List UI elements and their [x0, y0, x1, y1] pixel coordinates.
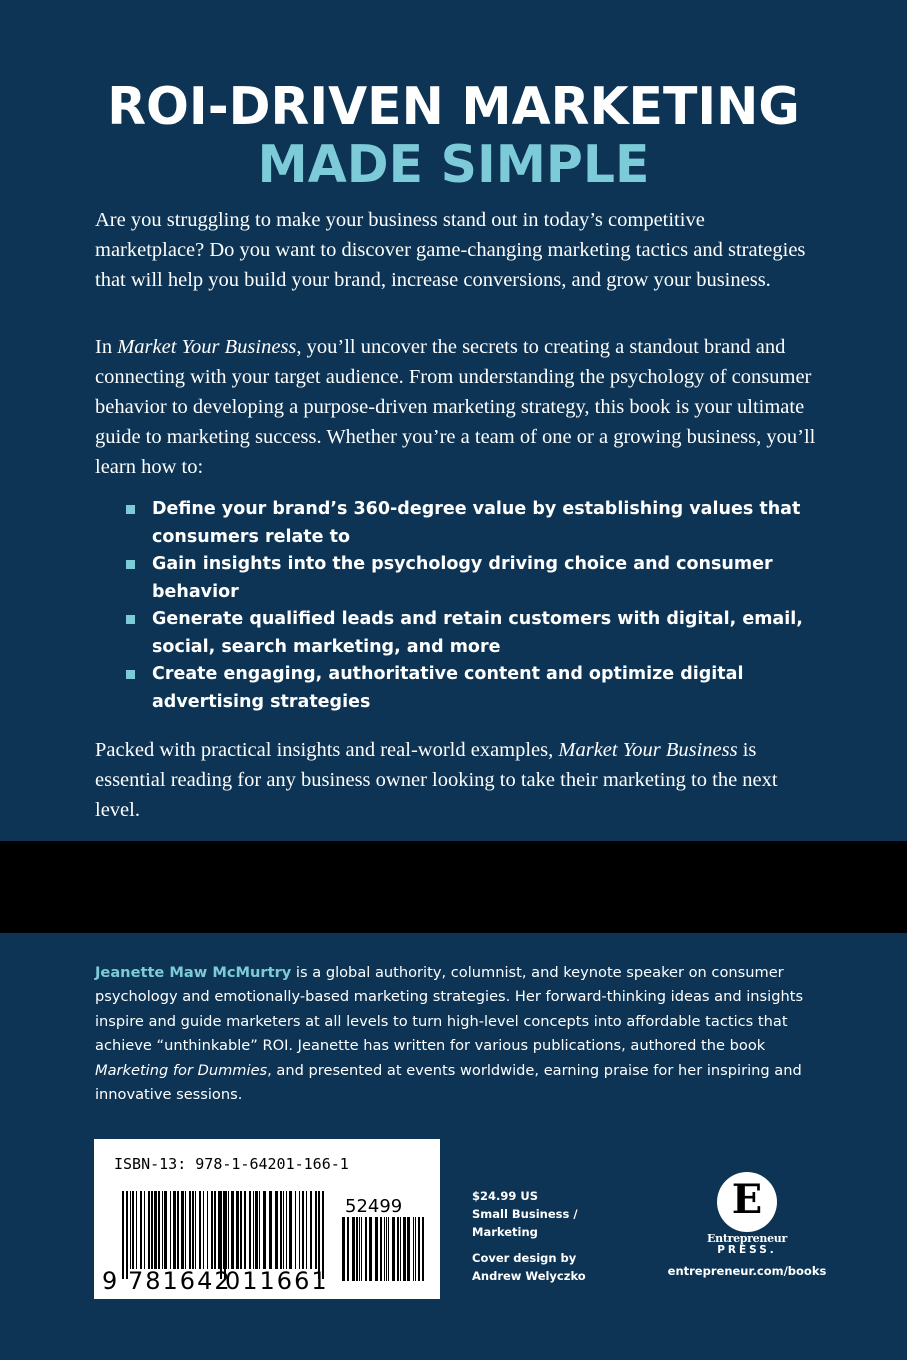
barcode-bar [359, 1217, 360, 1281]
barcode-bar [240, 1191, 242, 1269]
barcode-bar [365, 1217, 367, 1281]
barcode-bar [369, 1217, 372, 1281]
barcode-bar [214, 1191, 216, 1269]
barcode-bar [289, 1191, 292, 1269]
barcode-bar [255, 1191, 258, 1269]
barcode-bar [211, 1191, 213, 1269]
barcode-bar [140, 1191, 142, 1269]
barcode-bar [415, 1217, 416, 1281]
barcode-bar [173, 1191, 176, 1269]
category-line-2: Marketing [472, 1225, 538, 1239]
addon-barcode [342, 1217, 424, 1281]
barcode-bar [244, 1191, 246, 1269]
barcode-bar [280, 1191, 282, 1269]
barcode-bar [164, 1191, 167, 1269]
barcode-bar [192, 1191, 194, 1269]
barcode-bar [361, 1217, 362, 1281]
barcode-bar [253, 1191, 254, 1269]
black-band [0, 841, 907, 933]
barcode-bar [384, 1217, 385, 1281]
barcode-bar [352, 1217, 355, 1281]
barcode-bar [199, 1191, 201, 1269]
intro-text-1: Are you struggling to make your business stand out in today’s competitive marketplace? Do you want to discover game-changing marketing tactics and strategies that will help you build your brand, increase conversions, and grow your business. [95, 209, 806, 291]
barcode-bar [418, 1217, 420, 1281]
barcode-bar [375, 1217, 378, 1281]
barcode-bar [236, 1191, 239, 1269]
cover-designer: Andrew Welyczko [472, 1269, 586, 1283]
barcode-guard-bar [224, 1191, 226, 1279]
barcode-guard-bar [122, 1191, 124, 1279]
closing-text [95, 735, 817, 825]
barcode-bar [310, 1191, 312, 1269]
barcode-bar [231, 1191, 234, 1269]
barcode-bar [295, 1191, 296, 1269]
barcode-bar [388, 1217, 389, 1281]
barcode-bar [195, 1191, 196, 1269]
bullet-text: Generate qualified leads and retain customers with digital, email, social, search marketing, and more [152, 609, 803, 657]
closing-prefix: Packed with practical insights and real-world examples, [95, 739, 559, 761]
barcode-right-digits: 011661 [225, 1267, 329, 1295]
barcode-bar [392, 1217, 395, 1281]
barcode-bar [207, 1191, 208, 1269]
closing-book-title: Market Your Business [558, 739, 738, 761]
barcode-bar [177, 1191, 179, 1269]
barcode-bar [249, 1191, 251, 1269]
barcode-bar [259, 1191, 260, 1269]
intro-paragraph-2 [95, 332, 817, 482]
list-item [124, 606, 804, 661]
publisher-name: Entrepreneur [707, 1232, 787, 1245]
barcode-bar [185, 1191, 186, 1269]
entrepreneur-logo-icon [717, 1172, 777, 1232]
barcode-bar [228, 1191, 229, 1269]
barcode-bar [130, 1191, 131, 1269]
main-barcode [122, 1191, 324, 1279]
square-bullet-icon [126, 560, 135, 569]
barcode-bar [189, 1191, 191, 1269]
bullet-text: Create engaging, authoritative content and optimize digital advertising strategies [152, 664, 744, 712]
logo-letter: E [731, 1176, 763, 1223]
square-bullet-icon [126, 615, 135, 624]
book-title: Market Your Business [117, 336, 297, 358]
price: $24.99 US [472, 1189, 539, 1203]
barcode-bar [356, 1217, 358, 1281]
barcode-bar [203, 1191, 204, 1269]
headline-line-2: MADE SIMPLE [257, 135, 650, 195]
barcode-bar [413, 1217, 414, 1281]
barcode-bar [302, 1191, 304, 1269]
square-bullet-icon [126, 505, 135, 514]
publisher-url: entrepreneur.com/books [667, 1264, 827, 1278]
barcode-bar [400, 1217, 401, 1281]
barcode-bar [170, 1191, 171, 1269]
barcode-bar [151, 1191, 153, 1269]
barcode-bar [347, 1217, 349, 1281]
barcode-guard-bar [126, 1191, 128, 1279]
barcode-bar [132, 1191, 134, 1269]
intro-prefix: In [95, 336, 118, 358]
barcode-bar [342, 1217, 345, 1281]
square-bullet-icon [126, 670, 135, 679]
bullet-text: Gain insights into the psychology driving choice and consumer behavior [152, 554, 773, 602]
list-item [124, 661, 804, 716]
barcode-bar [158, 1191, 160, 1269]
intro-rest: , you’ll uncover the secrets to creating a standout brand and connecting with your target audience. From understanding the psychology of consumer behavior to developing a purpose-driven marketing strategy, this book is your ultimate guide to marketing success. Whether you’re a team of one or a growing business, you’ll learn how to: [95, 336, 816, 478]
barcode-bar [148, 1191, 150, 1269]
barcode-bar [403, 1217, 406, 1281]
headline [0, 78, 907, 194]
barcode-bar [299, 1191, 300, 1269]
intro-text-2 [95, 332, 817, 482]
isbn-text: ISBN-13: 978-1-64201-166-1 [114, 1155, 349, 1173]
barcode-bar [181, 1191, 184, 1269]
cover-label: Cover design by [472, 1251, 577, 1265]
category-line-1: Small Business / [472, 1207, 578, 1221]
barcode-bar [386, 1217, 387, 1281]
barcode-bar [263, 1191, 266, 1269]
bio-text-2: , and presented at events worldwide, earning praise for her inspiring and innovative sessions. [95, 1061, 802, 1104]
publisher-press: PRESS. [717, 1244, 777, 1256]
barcode-left-digits: 781642 [128, 1267, 232, 1295]
barcode-bar [275, 1191, 278, 1269]
price-info [472, 1187, 622, 1285]
intro-paragraph-1 [95, 205, 817, 295]
barcode-bar [223, 1191, 224, 1269]
author-name: Jeanette Maw McMurtry [95, 964, 292, 981]
closing-rest: is essential reading for any business owner looking to take their marketing to the next level. [95, 739, 778, 821]
closing-paragraph [95, 735, 817, 825]
barcode-guard-bar [318, 1191, 320, 1279]
barcode-icon [94, 1139, 440, 1299]
barcode-bar [136, 1191, 137, 1269]
barcode-guard-bar [322, 1191, 324, 1279]
headline-line-1: ROI-DRIVEN MARKETING [107, 77, 800, 137]
benefits-list [124, 496, 804, 716]
publisher-logo [662, 1172, 832, 1278]
barcode-bar [286, 1191, 287, 1269]
barcode-bar [407, 1217, 410, 1281]
barcode-bar [397, 1217, 399, 1281]
barcode-bar [315, 1191, 317, 1269]
barcode-bar [162, 1191, 163, 1269]
barcode-bar [144, 1191, 145, 1269]
barcode-guard-bar [220, 1191, 222, 1279]
barcode-bar [422, 1217, 424, 1281]
list-item [124, 496, 804, 551]
bio-text-1: is a global authority, columnist, and keynote speaker on consumer psychology and emotionally-based marketing strategies. Her forward-thinking ideas and insights inspire and guide marketers at all levels to turn high-level concepts into affordable tactics that achieve “unthinkable” ROI. Jeanette has written for various publications, authored the book [95, 964, 804, 1055]
barcode-bar [154, 1191, 157, 1269]
barcode-bar [283, 1191, 284, 1269]
addon-digits: 52499 [345, 1196, 403, 1217]
barcode-box [94, 1139, 440, 1299]
barcode-bar [380, 1217, 382, 1281]
barcode-bar [306, 1191, 307, 1269]
barcode-first-digit: 9 [102, 1267, 118, 1295]
author-bio [95, 961, 817, 1107]
list-item [124, 551, 804, 606]
barcode-bar [269, 1191, 272, 1269]
bio-book-title: Marketing for Dummies [95, 1061, 268, 1079]
bullet-text: Define your brand’s 360-degree value by establishing values that consumers relate to [152, 499, 801, 547]
